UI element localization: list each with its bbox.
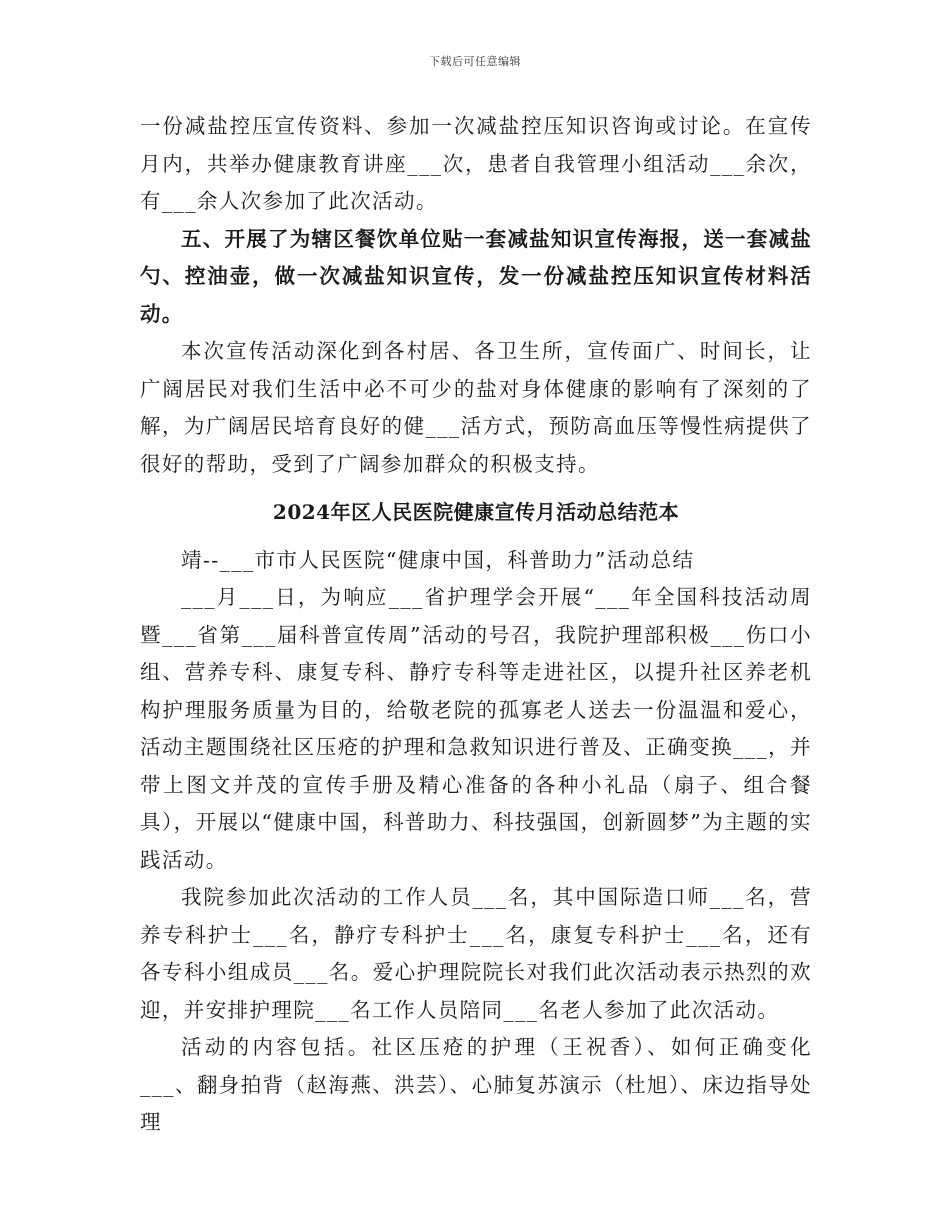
paragraph-5: ___月___日，为响应___省护理学会开展“___年全国科技活动周暨___省第___届科普宣传周”活动的号召，我院护理部积极___伤口小组、营养专科、康复专科、静疗专科等走进社区，以提升社区养老机构护理服务质量为目的，给敬老院的孤寡老人送去一份温温和爱心，活动主题围绕社区压疮的护理和急救知识进行普及、正确变换___，并带上图文并茂的宣传手册及精心准备的各种小礼品（扇子、组合餐具），开展以“健康中国，科普助力、科技强国，创新圆梦”为主题的实践活动。 <box>140 585 812 872</box>
paragraph-1: 一份减盐控压宣传资料、参加一次减盐控压知识咨询或讨论。在宣传月内，共举办健康教育讲座___次，患者自我管理小组活动___余次，有___余人次参加了此次活动。 <box>140 114 812 213</box>
paragraph-4: 靖--___市市人民医院“健康中国，科普助力”活动总结 <box>181 547 695 572</box>
paragraph-6: 我院参加此次活动的工作人员___名，其中国际造口师___名，营养专科护士___名，静疗专科护士___名，康复专科护士___名，还有各专科小组成员___名。爱心护理院院长对我们此次活动表示热烈的欢迎，并安排护理院___名工作人员陪同___名老人参加了此次活动。 <box>140 885 812 1022</box>
paragraph-7: 活动的内容包括。社区压疮的护理（王祝香）、如何正确变化___、翻身拍背（赵海燕、洪芸）、心肺复苏演示（杜旭）、床边指导处理 <box>140 1035 812 1134</box>
section-title: 2024年区人民医院健康宣传月活动总结范本 <box>272 500 680 524</box>
document-body <box>140 108 812 1142</box>
page-header: 下载后可任意编辑 <box>429 55 521 68</box>
paragraph-2-bold: 五、开展了为辖区餐饮单位贴一套减盐知识宣传海报，送一套减盐勺、控油壶，做一次减盐知识宣传，发一份减盐控压知识宣传材料活动。 <box>140 226 812 326</box>
paragraph-3: 本次宣传活动深化到各村居、各卫生所，宣传面广、时间长，让广阔居民对我们生活中必不可少的盐对身体健康的影响有了深刻的了解，为广阔居民培育良好的健___活方式，预防高血压等慢性病提供了很好的帮助，受到了广阔参加群众的积极支持。 <box>140 339 812 476</box>
